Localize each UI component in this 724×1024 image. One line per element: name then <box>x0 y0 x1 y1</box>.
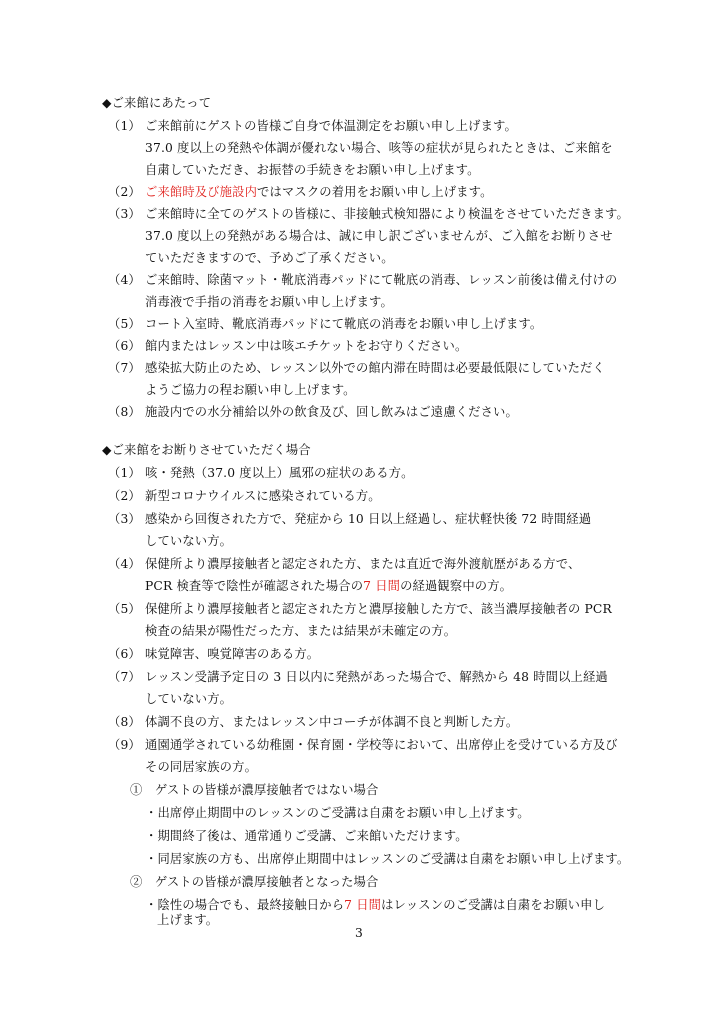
s2-item3-num: （3） <box>108 512 141 526</box>
s1-item3-line1: ご来館時に全てのゲストの皆様に、非接触式検知器により検温をさせていただきます。 <box>145 207 629 221</box>
s2-item6-line1: 味覚障害、嗅覚障害のある方。 <box>145 647 320 661</box>
s2-item8-line1: 体調不良の方、またはレッスン中コーチが体調不良と判断した方。 <box>145 715 519 729</box>
s2-item1-line1: 咳・発熱（37.0 度以上）風邪の症状のある方。 <box>145 466 414 480</box>
s1-item1-line1: ご来館前にゲストの皆様ご自身で体温測定をお願い申し上げます。 <box>145 119 517 133</box>
sub1-bullet-2: ・期間終了後は、通常通りご受講、ご来館いただけます。 <box>145 829 468 843</box>
s2-item2-num: （2） <box>108 489 141 503</box>
s1-item2-line <box>145 184 493 200</box>
s2-item6-num: （6） <box>108 647 141 661</box>
section-heading-refusal-cases: ◆ご来館をお断りさせていただく場合 <box>102 443 311 457</box>
s1-item5-num: （5） <box>108 317 141 331</box>
s2-item9-num: （9） <box>108 738 141 752</box>
sub2-bullet-1-continuation: 上げます。 <box>157 913 219 927</box>
sub2-bullet-1-pre: ・陰性の場合でも、最終接触日から <box>145 898 345 912</box>
s2-item7-num: （7） <box>108 670 141 684</box>
s2-item5-line2: 検査の結果が陽性だった方、または結果が未確定の方。 <box>145 624 457 638</box>
s1-item2-rest: ではマスクの着用をお願い申し上げます。 <box>257 185 493 199</box>
s1-item7-num: （7） <box>108 361 141 375</box>
sub1-heading: ① ゲストの皆様が濃厚接触者ではない場合 <box>130 783 379 797</box>
s2-item4-line2-post: の経過観察中の方。 <box>400 579 513 593</box>
s2-item5-line1: 保健所より濃厚接触者と認定された方と濃厚接触した方で、該当濃厚接触者の PCR <box>145 602 612 616</box>
s1-item3-line3: ていただきますので、予めご了承ください。 <box>145 251 394 265</box>
s1-item2-num: （2） <box>108 185 141 199</box>
s1-item3-line2: 37.0 度以上の発熱がある場合は、誠に申し訳ございませんが、ご入館をお断りさせ <box>145 229 613 243</box>
sub1-bullet-1: ・出席停止期間中のレッスンのご受講は自粛をお願い申し上げます。 <box>145 806 530 820</box>
sub2-bullet-1-post: はレッスンのご受講は自粛をお願い申し <box>381 898 606 912</box>
sub2-bullet-1-highlight: 7 日間 <box>344 898 382 912</box>
s1-item4-line2: 消毒液で手指の消毒をお願い申し上げます。 <box>145 295 393 309</box>
s1-item1-line2: 37.0 度以上の発熱や体調が優れない場合、咳等の症状が見られたときは、ご来館を <box>145 141 613 155</box>
s2-item9-line2: その同居家族の方。 <box>145 760 258 774</box>
s2-item9-line1: 通園通学されている幼稚園・保育園・学校等において、出席停止を受けている方及び <box>145 738 618 752</box>
s2-item2-line1: 新型コロナウイルスに感染されている方。 <box>145 489 381 503</box>
s1-item4-line1: ご来館時、除菌マット・靴底消毒パッドにて靴底の消毒、レッスン前後は備え付けの <box>145 273 618 287</box>
s1-item7-line1: 感染拡大防止のため、レッスン以外での館内滞在時間は必要最低限にしていただく <box>145 361 605 375</box>
s2-item4-num: （4） <box>108 557 141 571</box>
s2-item4-line2-highlight: 7 日間 <box>363 579 401 593</box>
s2-item3-line1: 感染から回復された方で、発症から 10 日以上経過し、症状軽快後 72 時間経過 <box>145 512 592 526</box>
section-heading-visit-guidelines: ◆ご来館にあたって <box>102 96 212 110</box>
s2-item4-line1: 保健所より濃厚接触者と認定された方、または直近で海外渡航歴がある方で、 <box>145 557 581 571</box>
s2-item7-line2: していない方。 <box>145 692 233 706</box>
s2-item8-num: （8） <box>108 715 141 729</box>
s1-item1-num: （1） <box>108 119 141 133</box>
s2-item4-line2 <box>145 578 512 594</box>
s2-item1-num: （1） <box>108 466 141 480</box>
s2-item7-line1: レッスン受講予定日の 3 日以内に発熱があった場合で、解熱から 48 時間以上経過 <box>145 670 608 684</box>
sub2-heading: ② ゲストの皆様が濃厚接触者となった場合 <box>130 875 379 889</box>
s1-item5-line1: コート入室時、靴底消毒パッドにて靴底の消毒をお願い申し上げます。 <box>145 317 543 331</box>
s1-item7-line2: ようご協力の程お願い申し上げます。 <box>145 383 356 397</box>
s2-item3-line2: していない方。 <box>145 534 233 548</box>
s1-item2-highlight: ご来館時及び施設内 <box>145 185 258 199</box>
s1-item8-num: （8） <box>108 405 141 419</box>
s1-item6-line1: 館内またはレッスン中は咳エチケットをお守りください。 <box>145 339 468 353</box>
s1-item3-num: （3） <box>108 207 141 221</box>
sub1-bullet-3: ・同居家族の方も、出席停止期間中はレッスンのご受講は自粛をお願い申し上げます。 <box>145 852 630 866</box>
page-number: 3 <box>355 926 363 940</box>
s1-item4-num: （4） <box>108 273 141 287</box>
s2-item5-num: （5） <box>108 602 141 616</box>
s1-item6-num: （6） <box>108 339 141 353</box>
s2-item4-line2-pre: PCR 検査等で陰性が確認された場合の <box>145 579 364 593</box>
s1-item1-line3: 自粛していただき、お振替の手続きをお願い申し上げます。 <box>145 163 480 177</box>
s1-item8-line1: 施設内での水分補給以外の飲食及び、回し飲みはご遠慮ください。 <box>145 405 518 419</box>
sub2-bullet-1 <box>145 897 605 913</box>
